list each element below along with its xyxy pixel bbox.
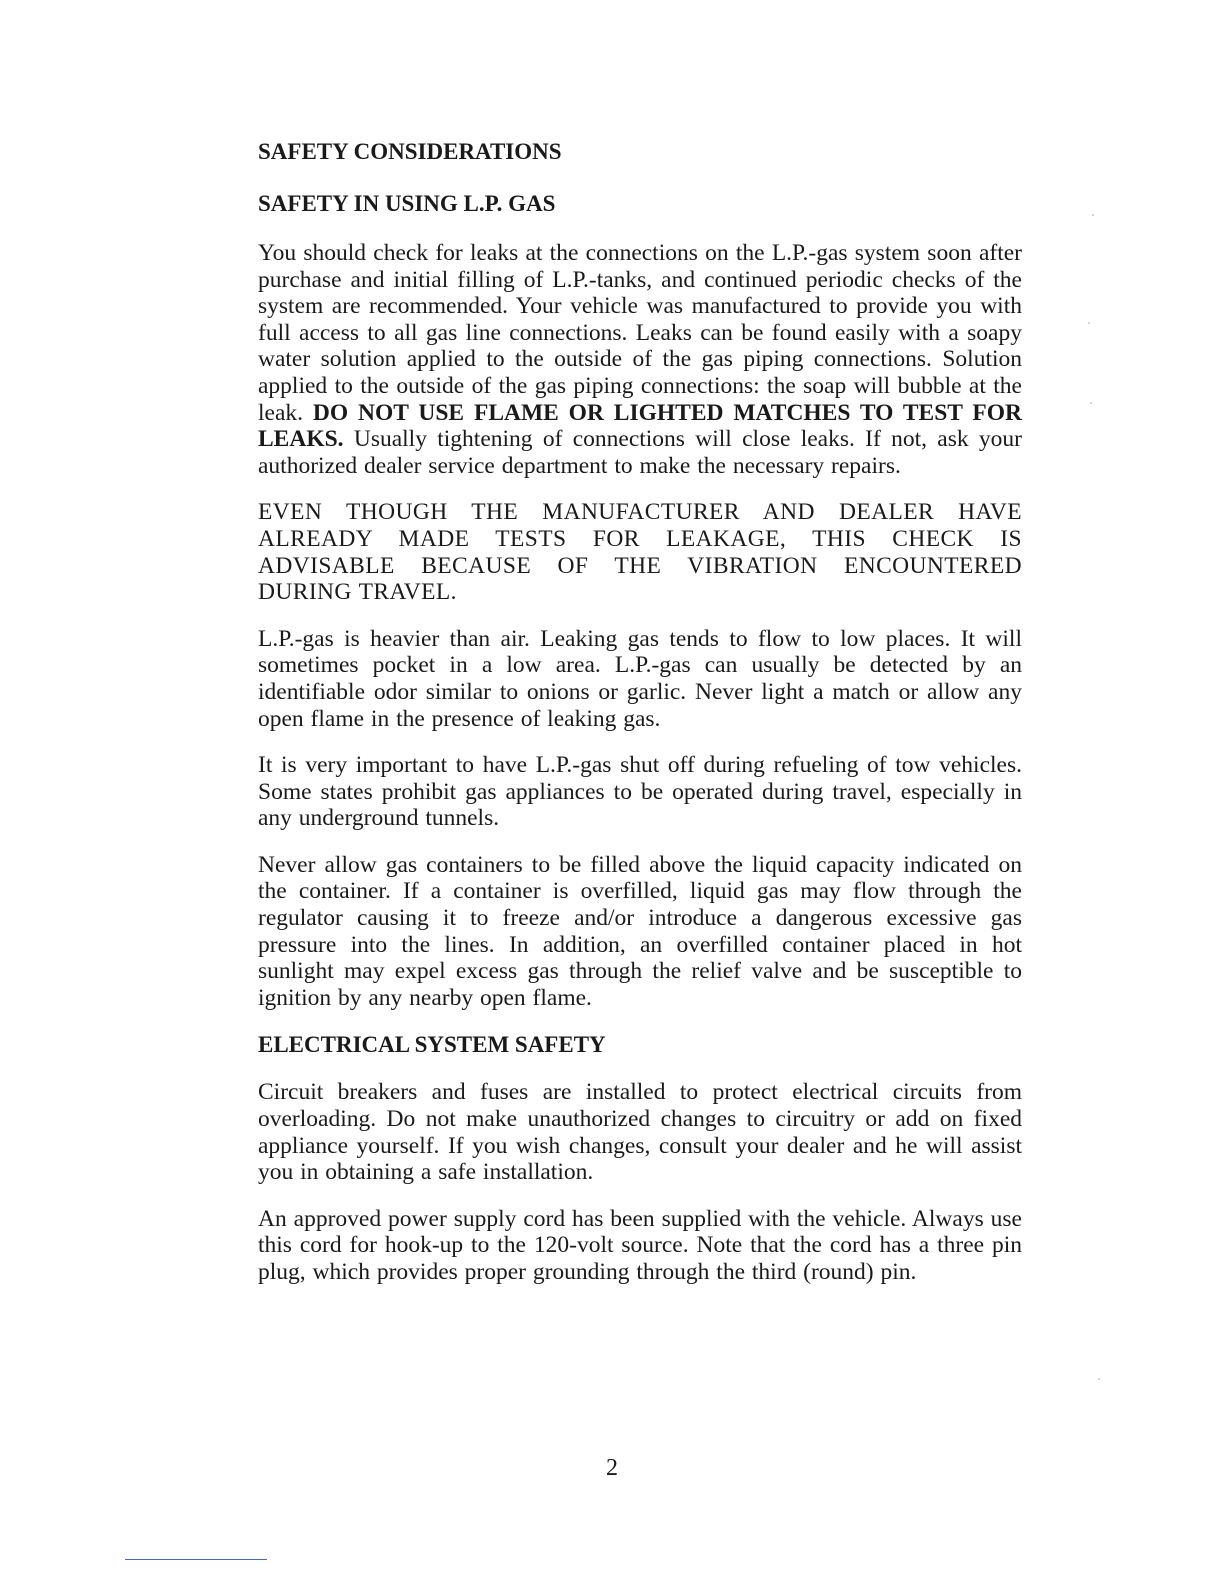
paragraph-heavier-than-air: L.P.-gas is heavier than air. Leaking gas tends to flow to low places. It will sometimes pocket in a low area. L.P.-gas can usually be detected by an identifiable odor similar to onions or garlic. Never light a match or allow any open flame in the presence of leaking gas. xyxy=(258,625,1022,732)
section-heading-electrical: ELECTRICAL SYSTEM SAFETY xyxy=(258,1032,606,1058)
page-title: SAFETY CONSIDERATIONS xyxy=(258,139,562,164)
document-body xyxy=(258,138,1022,1306)
page-number: 2 xyxy=(606,1455,618,1481)
paragraph-refueling: It is very important to have L.P.-gas shut off during refueling of tow vehicles. Some states prohibit gas appliances to be operated during travel, especially in any underground tunnels. xyxy=(258,752,1022,832)
paragraph-overfill: Never allow gas containers to be filled above the liquid capacity indicated on the container. If a container is overfilled, liquid gas may flow through the regulator causing it to freeze and/or introduce a dangerous excessive gas pressure into the lines. In addition, an overfilled container placed in hot sunlight may expel excess gas through the relief valve and be susceptible to ignition by any nearby open flame. xyxy=(258,851,1022,1011)
scan-speck xyxy=(1092,214,1094,216)
warning-no-flame: DO NOT USE FLAME OR LIGHTED MATCHES TO TEST FOR LEAKS. xyxy=(258,399,1023,453)
section-heading-lp-gas: SAFETY IN USING L.P. GAS xyxy=(258,191,556,216)
paragraph-leak-check-text: You should check for leaks at the connections on the L.P.-gas system soon after purchase and initial filling of L.P.-tanks, and continued periodic checks of the system are recommended. Your vehicle was manufactured to provide you with full access to all gas line connections. Leaks can be found easily with a soapy water solution applied to the outside of the gas piping connections. Solution applied to the outside of the gas piping connections: the soap will bubble at the leak. xyxy=(258,240,1022,426)
paragraph-leak-check xyxy=(258,240,1022,479)
scan-speck xyxy=(1088,322,1090,324)
paragraph-leak-check-repair: Usually tightening of connections will close leaks. If not, ask your authorized dealer service department to make the necessary repairs. xyxy=(258,426,1022,479)
scan-speck xyxy=(1090,402,1092,404)
scan-speck xyxy=(1098,1378,1100,1380)
paragraph-circuit-breakers: Circuit breakers and fuses are installed to protect electrical circuits from overloading. Do not make unauthorized changes to circuitry or add on fixed appliance yourself. If you wish changes, consult your dealer and he will assist you in obtaining a safe installation. xyxy=(258,1079,1022,1186)
paragraph-vibration-warning: EVEN THOUGH THE MANUFACTURER AND DEALER HAVE ALREADY MADE TESTS FOR LEAKAGE, THIS CHECK IS ADVISABLE BECAUSE OF THE VIBRATION ENCOUNTERED DURING TRAVEL. xyxy=(258,499,1022,606)
scan-artifact-line xyxy=(125,1559,267,1560)
paragraph-power-cord: An approved power supply cord has been supplied with the vehicle. Always use this cord for hook-up to the 120-volt source. Note that the cord has a three pin plug, which provides proper grounding through the third (round) pin. xyxy=(258,1205,1022,1285)
